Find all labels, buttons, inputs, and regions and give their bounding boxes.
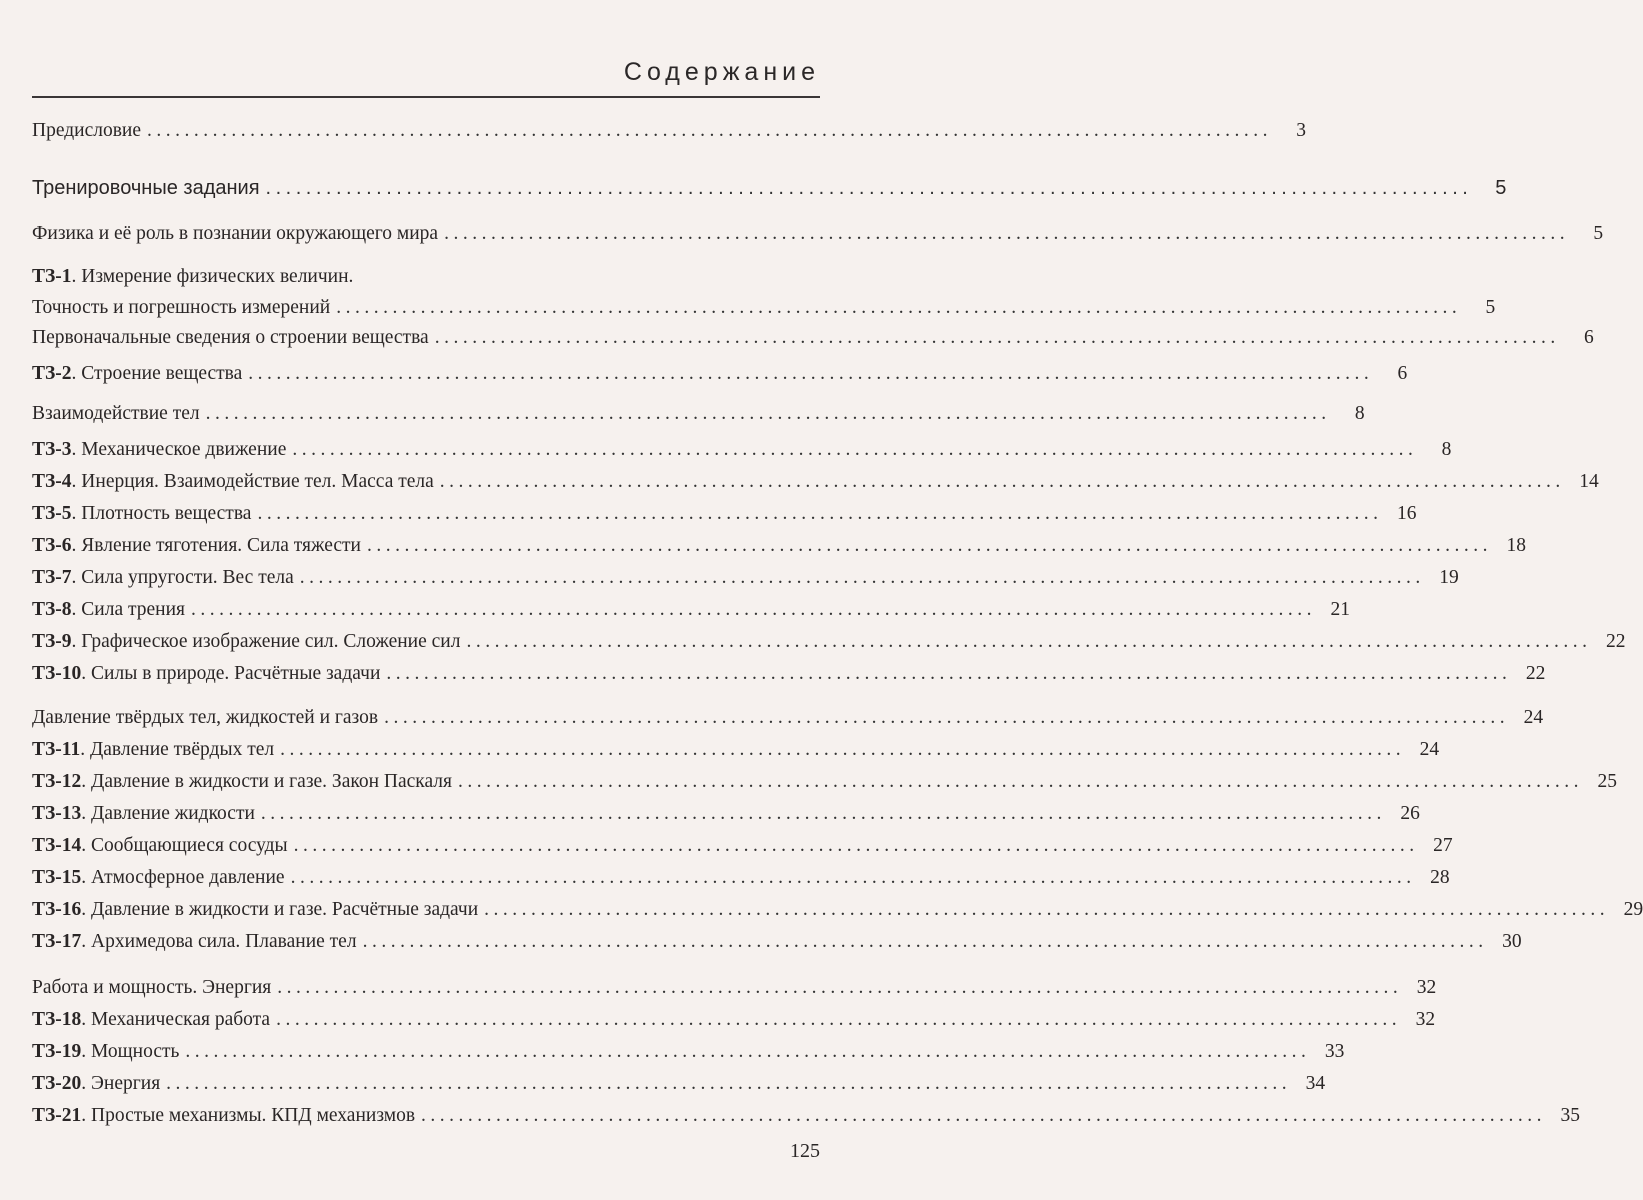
- toc-entry: ТЗ-2 . Строение вещества ........................................................................................................................ 6: [32, 363, 1408, 384]
- dot-leader: ........................................................................................................................: [386, 663, 1512, 684]
- dot-leader: ........................................................................................................................: [466, 631, 1592, 652]
- toc-entry-title: Механическая работа: [91, 1009, 271, 1030]
- toc-entry-title: Сила трения: [81, 599, 186, 620]
- page-title: Содержание: [623, 58, 820, 86]
- toc-entry: ТЗ-13 . Давление жидкости ........................................................................................................................ 26: [32, 803, 1420, 824]
- toc-entry-title: Архимедова сила. Плавание тел: [91, 931, 357, 952]
- toc-entry-title: Измерение физических величин.: [81, 266, 354, 287]
- toc-entry-title: Явление тяготения. Сила тяжести: [81, 535, 361, 556]
- toc-entry-first-line: ТЗ-1. Измерение физических величин.: [32, 266, 354, 287]
- toc-entry-page: 18: [1506, 535, 1526, 556]
- toc-entry-title: Сообщающиеся сосуды: [91, 835, 288, 856]
- toc-entry: [32, 976, 1437, 1000]
- toc-entry-title: Энергия: [91, 1073, 161, 1094]
- toc-entry-title: Первоначальные сведения о строении вещества: [32, 327, 429, 348]
- toc-entry-code: ТЗ-3: [32, 439, 72, 460]
- dot-leader: ........................................................................................................................: [205, 403, 1331, 424]
- toc-entry-title: Сила упругости. Вес тела: [81, 567, 294, 588]
- toc-entry: ТЗ-21 . Простые механизмы. КПД механизмов ........................................................................................................................ 35: [32, 1105, 1581, 1126]
- toc-entry-code: ТЗ-12: [32, 771, 82, 792]
- toc-entry-page: 22: [1525, 663, 1546, 684]
- toc-entry: ТЗ-6 . Явление тяготения. Сила тяжести ........................................................................................................................ 18: [32, 535, 1526, 556]
- toc-entry: [32, 296, 1496, 320]
- toc-entry-code: ТЗ-10: [32, 663, 82, 684]
- toc-entry-page: 33: [1324, 1041, 1345, 1062]
- toc-entry-title-continued: Точность и погрешность измерений: [32, 297, 331, 318]
- toc-entry: ТЗ-12 . Давление в жидкости и газе. Закон Паскаля ........................................................................................................................ 25: [32, 771, 1617, 792]
- toc-entry-title: Давление в жидкости и газе. Расчётные задачи: [91, 899, 479, 920]
- toc-entry-title: Плотность вещества: [81, 503, 252, 524]
- toc-entry-title: Давление жидкости: [91, 803, 255, 824]
- toc-entry: ТЗ-8 . Сила трения ........................................................................................................................ 21: [32, 599, 1351, 620]
- toc-entry-title: Взаимодействие тел: [32, 403, 200, 424]
- dot-leader: ........................................................................................................................: [434, 327, 1560, 348]
- toc-entry-code: ТЗ-5: [32, 503, 72, 524]
- toc-entry-page: 32: [1415, 1009, 1436, 1030]
- toc-entry-title: Мощность: [91, 1041, 180, 1062]
- toc-entry: ТЗ-16 . Давление в жидкости и газе. Расчётные задачи ........................................................................................................................ 29: [32, 899, 1643, 920]
- toc-entry: ТЗ-3 . Механическое движение ........................................................................................................................ 8: [32, 439, 1452, 460]
- toc-entry: [32, 326, 1594, 350]
- toc-entry: [32, 402, 1365, 426]
- dot-leader: ........................................................................................................................: [293, 835, 1419, 856]
- toc-entry-title: Предисловие: [32, 120, 142, 141]
- toc-entry-code: ТЗ-16: [32, 899, 82, 920]
- toc-entry-page: 5: [1495, 177, 1507, 199]
- toc-entry-code: ТЗ-2: [32, 363, 72, 384]
- toc-entry-title: Давление твёрдых тел: [89, 739, 275, 760]
- toc-entry-title: Давление в жидкости и газе. Закон Паскаля: [91, 771, 452, 792]
- dot-leader: ........................................................................................................................: [299, 567, 1425, 588]
- toc-entry-title: Силы в природе. Расчётные задачи: [91, 663, 381, 684]
- toc-entry-title: Тренировочные задания: [32, 177, 260, 199]
- toc-entry-title: Простые механизмы. КПД механизмов: [91, 1105, 416, 1126]
- toc-entry-page: 16: [1396, 503, 1417, 524]
- toc-entry-code: ТЗ-6: [32, 535, 72, 556]
- toc-entry: ТЗ-10 . Силы в природе. Расчётные задачи ........................................................................................................................ 22: [32, 663, 1546, 684]
- toc-entry-title: Физика и её роль в познании окружающего мира: [32, 223, 439, 244]
- toc-entry-title: Атмосферное давление: [91, 867, 285, 888]
- toc-entry-page: 3: [1296, 120, 1307, 141]
- dot-leader: ........................................................................................................................: [292, 439, 1418, 460]
- toc-entry: ТЗ-5 . Плотность вещества ........................................................................................................................ 16: [32, 503, 1417, 524]
- toc-entry-title: Графическое изображение сил. Сложение сил: [81, 631, 461, 652]
- dot-leader: ........................................................................................................................: [185, 1041, 1311, 1062]
- toc-entry-code: ТЗ-20: [32, 1073, 82, 1094]
- toc-entry-code: ТЗ-11: [32, 739, 81, 760]
- toc-entry-page: 30: [1502, 931, 1522, 952]
- toc-entry-title: Давление твёрдых тел, жидкостей и газов: [32, 707, 379, 728]
- toc-entry-page: 32: [1416, 977, 1437, 998]
- toc-entry-code: ТЗ-14: [32, 835, 82, 856]
- toc-entry: [32, 119, 1307, 143]
- toc-entry: ТЗ-17 . Архимедова сила. Плавание тел ........................................................................................................................ 30: [32, 931, 1522, 952]
- toc-entry-page: 24: [1523, 707, 1544, 728]
- toc-entry-page: 22: [1605, 631, 1626, 652]
- toc-entry: ТЗ-4 . Инерция. Взаимодействие тел. Масса тела ........................................................................................................................ 14: [32, 471, 1599, 492]
- toc-entry-code: ТЗ-18: [32, 1009, 82, 1030]
- toc-entry-page: 5: [1485, 297, 1496, 318]
- toc-entry-page: 19: [1439, 567, 1459, 588]
- toc-entry-code: ТЗ-17: [32, 931, 82, 952]
- toc-entry-page: 28: [1430, 867, 1450, 888]
- toc-entry-title: Инерция. Взаимодействие тел. Масса тела: [81, 471, 434, 492]
- toc-entry-page: 24: [1419, 739, 1440, 760]
- toc-entry-page: 29: [1623, 899, 1643, 920]
- dot-leader: ........................................................................................................................: [276, 1009, 1402, 1030]
- toc-entry: ТЗ-15 . Атмосферное давление ........................................................................................................................ 28: [32, 867, 1450, 888]
- toc-entry-page: 25: [1597, 771, 1617, 792]
- toc-entry-code: ТЗ-15: [32, 867, 82, 888]
- toc-entry-code: ТЗ-4: [32, 471, 72, 492]
- toc-entry-code: ТЗ-7: [32, 567, 72, 588]
- toc-entry-code: ТЗ-8: [32, 599, 72, 620]
- toc-entry-page: 14: [1579, 471, 1599, 492]
- dot-leader: ........................................................................................................................: [191, 599, 1317, 620]
- toc-entry: ТЗ-11 . Давление твёрдых тел ........................................................................................................................ 24: [32, 739, 1440, 760]
- toc-entry: ТЗ-9 . Графическое изображение сил. Сложение сил ........................................................................................................................ 22: [32, 631, 1626, 652]
- toc-entry-page: 5: [1593, 223, 1604, 244]
- toc-entry: ТЗ-7 . Сила упругости. Вес тела ........................................................................................................................ 19: [32, 567, 1459, 588]
- dot-leader: ........................................................................................................................: [248, 363, 1374, 384]
- toc-entry-page: 34: [1305, 1073, 1326, 1094]
- toc-entry-page: 6: [1583, 327, 1594, 348]
- dot-leader: ........................................................................................................................: [265, 177, 1473, 199]
- toc-entry-page: 27: [1433, 835, 1453, 856]
- dot-leader: ........................................................................................................................: [366, 535, 1492, 556]
- dot-leader: ........................................................................................................................: [257, 503, 1383, 524]
- toc-entry-code: ТЗ-13: [32, 803, 82, 824]
- dot-leader: ........................................................................................................................: [421, 1105, 1547, 1126]
- dot-leader: ........................................................................................................................: [384, 707, 1510, 728]
- toc-entry-page: 26: [1400, 803, 1420, 824]
- toc-entry-code: ТЗ-1: [32, 266, 72, 287]
- dot-leader: ........................................................................................................................: [147, 120, 1273, 141]
- dot-leader: ........................................................................................................................: [439, 471, 1565, 492]
- dot-leader: ........................................................................................................................: [458, 771, 1583, 792]
- dot-leader: ........................................................................................................................: [166, 1073, 1292, 1094]
- dot-leader: ........................................................................................................................: [336, 297, 1462, 318]
- toc-entry: [32, 706, 1544, 730]
- header-rule: [32, 96, 820, 98]
- toc-entry-code: ТЗ-19: [32, 1041, 82, 1062]
- toc-entry-page: 8: [1441, 439, 1452, 460]
- toc-entry-code: ТЗ-9: [32, 631, 72, 652]
- page-number: 125: [790, 1140, 820, 1162]
- toc-entry-code: ТЗ-21: [32, 1105, 82, 1126]
- toc-entry: ТЗ-20 . Энергия ........................................................................................................................ 34: [32, 1073, 1326, 1094]
- toc-entry-page: 21: [1330, 599, 1351, 620]
- dot-leader: ........................................................................................................................: [280, 739, 1406, 760]
- dot-leader: ........................................................................................................................: [444, 223, 1570, 244]
- toc-entry-title: Механическое движение: [81, 439, 287, 460]
- toc-entry-page: 8: [1354, 403, 1365, 424]
- toc-entry: ТЗ-19 . Мощность ........................................................................................................................ 33: [32, 1041, 1345, 1062]
- dot-leader: ........................................................................................................................: [260, 803, 1386, 824]
- toc-entry: ТЗ-18 . Механическая работа ........................................................................................................................ 32: [32, 1009, 1436, 1030]
- toc-entry-title: Работа и мощность. Энергия: [32, 977, 272, 998]
- toc-entry-page: 35: [1560, 1105, 1581, 1126]
- dot-leader: ........................................................................................................................: [290, 867, 1416, 888]
- toc-entry: [32, 176, 1507, 200]
- dot-leader: ........................................................................................................................: [362, 931, 1488, 952]
- toc-entry-title: Строение вещества: [81, 363, 243, 384]
- toc-entry: [32, 222, 1604, 246]
- dot-leader: ........................................................................................................................: [277, 977, 1403, 998]
- dot-leader: ........................................................................................................................: [484, 899, 1610, 920]
- toc-entry-page: 6: [1397, 363, 1408, 384]
- toc-entry: ТЗ-14 . Сообщающиеся сосуды ........................................................................................................................ 27: [32, 835, 1453, 856]
